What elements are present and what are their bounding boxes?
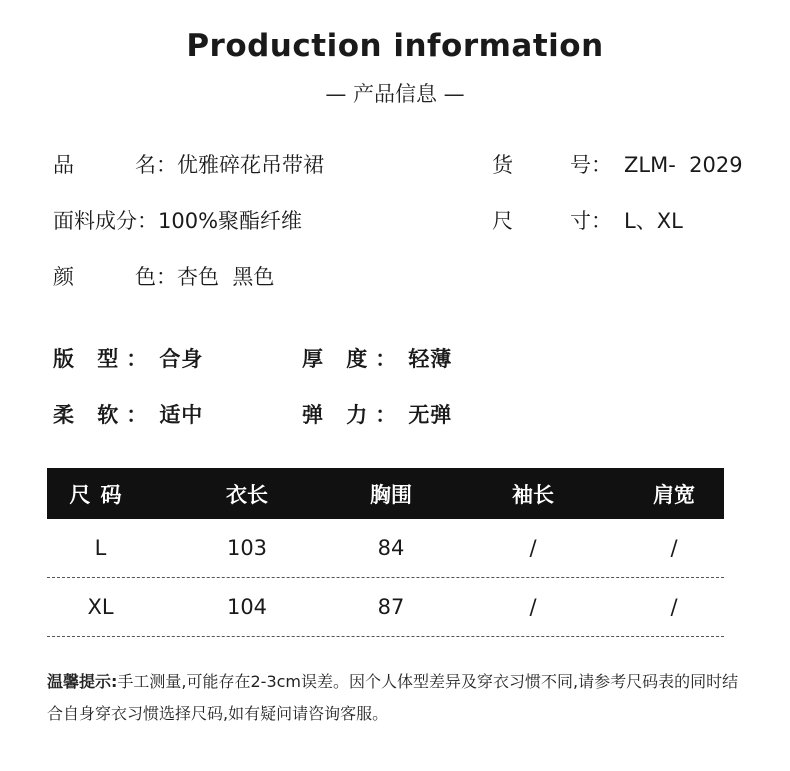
info-item-number bbox=[492, 149, 743, 179]
attr-softness bbox=[53, 399, 203, 429]
thickness-value: 轻薄 bbox=[408, 347, 453, 371]
color-label: 颜 色： bbox=[53, 265, 177, 289]
size-label: 尺 寸： bbox=[492, 209, 612, 233]
header-sleeve: 袖长 bbox=[512, 482, 554, 507]
cell-sleeve: / bbox=[529, 595, 537, 619]
softness-value: 适中 bbox=[159, 403, 204, 427]
table-row bbox=[47, 578, 724, 637]
material-label: 面料成分： bbox=[53, 209, 158, 233]
info-color bbox=[53, 261, 274, 291]
cell-shoulder: / bbox=[670, 536, 678, 560]
product-name-value: 优雅碎花吊带裙 bbox=[177, 153, 324, 177]
product-name-label: 品 名： bbox=[53, 153, 177, 177]
info-size bbox=[492, 205, 683, 235]
material-value: 100%聚酯纤维 bbox=[158, 209, 303, 233]
header-length: 衣长 bbox=[226, 482, 268, 507]
cell-chest: 84 bbox=[377, 536, 405, 560]
cell-length: 104 bbox=[226, 595, 268, 619]
attr-thickness bbox=[302, 343, 452, 373]
page-subtitle: — 产品信息 — bbox=[325, 82, 465, 106]
cell-shoulder: / bbox=[670, 595, 678, 619]
size-value: L、XL bbox=[624, 209, 683, 233]
size-table-header bbox=[47, 468, 724, 519]
attr-fit bbox=[53, 343, 203, 373]
size-table bbox=[47, 468, 724, 637]
cell-size: L bbox=[94, 536, 107, 560]
note-prefix: 温馨提示: bbox=[47, 672, 118, 691]
softness-label: 柔 软： bbox=[53, 403, 156, 427]
page-title: Production information bbox=[186, 28, 604, 64]
cell-chest: 87 bbox=[377, 595, 405, 619]
info-material bbox=[53, 205, 302, 235]
item-number-value: ZLM- 2029 bbox=[624, 153, 743, 177]
cell-length: 103 bbox=[226, 536, 268, 560]
fit-label: 版 型： bbox=[53, 347, 156, 371]
table-row bbox=[47, 519, 724, 578]
thickness-label: 厚 度： bbox=[302, 347, 405, 371]
color-value: 杏色 黑色 bbox=[177, 265, 275, 289]
cell-sleeve: / bbox=[529, 536, 537, 560]
elasticity-value: 无弹 bbox=[408, 403, 453, 427]
elasticity-label: 弹 力： bbox=[302, 403, 405, 427]
fit-value: 合身 bbox=[159, 347, 204, 371]
note-text: 手工测量,可能存在2-3cm误差。因个人体型差异及穿衣习惯不同,请参考尺码表的同时结合自身穿衣习惯选择尺码,如有疑问请咨询客服。 bbox=[47, 672, 739, 723]
attr-elasticity bbox=[302, 399, 452, 429]
header-chest: 胸围 bbox=[370, 482, 412, 507]
item-number-label: 货 号： bbox=[492, 153, 612, 177]
info-product-name bbox=[53, 149, 324, 179]
header-size: 尺码 bbox=[69, 482, 132, 507]
cell-size: XL bbox=[87, 595, 114, 619]
measurement-note bbox=[47, 666, 747, 730]
header-shoulder: 肩宽 bbox=[653, 482, 695, 507]
